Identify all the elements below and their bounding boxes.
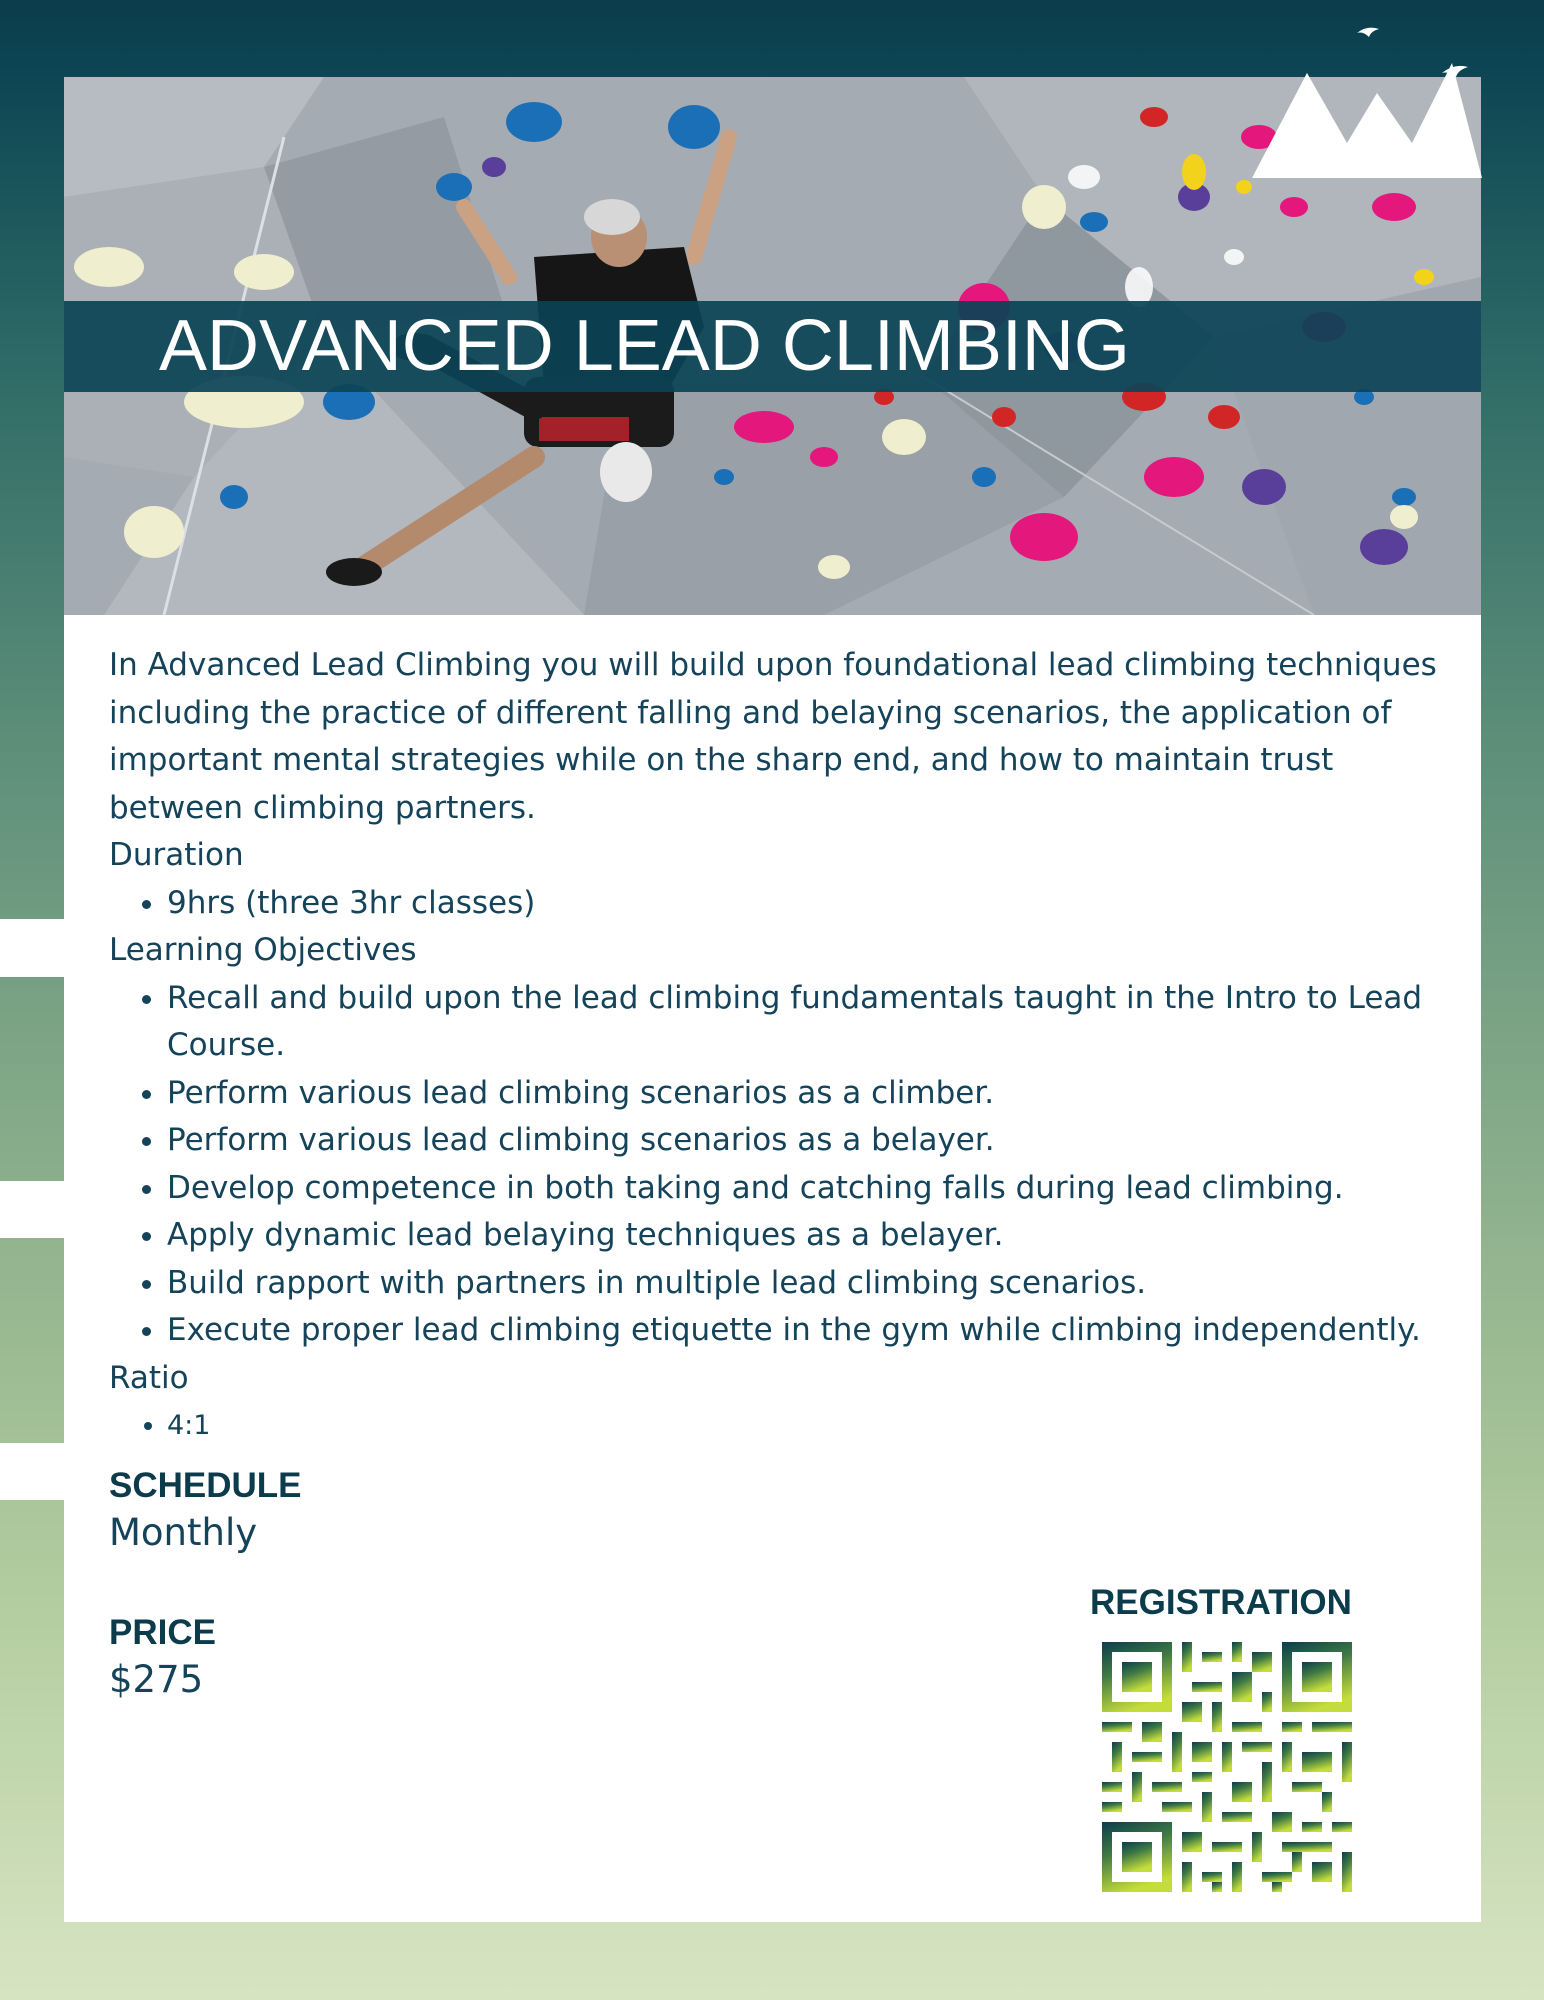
registration-label: REGISTRATION	[1090, 1583, 1352, 1622]
logo-text: GO CLIMB.	[1304, 139, 1440, 169]
price-label: PRICE	[109, 1612, 216, 1652]
registration-qr-code[interactable]	[1102, 1642, 1352, 1892]
objectives-heading: Learning Objectives	[109, 932, 417, 968]
price-value: $275	[109, 1658, 204, 1701]
title-band	[64, 301, 1481, 392]
course-details	[109, 642, 1449, 1704]
schedule-label: SCHEDULE	[109, 1465, 302, 1505]
duration-list	[109, 880, 1449, 928]
list-item: • 9hrs (three 3hr classes)	[167, 880, 1449, 928]
course-description: In Advanced Lead Climbing you will build upon foundational lead climbing techniques including the practice of different falling and belaying scenarios, the application of important mental strategies while on the sharp end, and how to maintain trust between climbing partners.	[109, 647, 1437, 826]
duration-heading: Duration	[109, 837, 244, 873]
page-title: ADVANCED LEAD CLIMBING	[159, 306, 1130, 386]
list-item: • Recall and build upon the lead climbing fundamentals taught in the Intro to Lead Course.	[167, 975, 1449, 1070]
list-item: • Perform various lead climbing scenarios as a climber.	[167, 1070, 1449, 1118]
decor-notch	[0, 1443, 64, 1500]
go-climb-logo	[1252, 23, 1482, 213]
decor-notch	[0, 919, 64, 977]
list-item: • Perform various lead climbing scenarios as a belayer.	[167, 1117, 1449, 1165]
list-item: • Develop competence in both taking and catching falls during lead climbing.	[167, 1165, 1449, 1213]
list-item: • Build rapport with partners in multiple lead climbing scenarios.	[167, 1260, 1449, 1308]
objectives-list	[109, 975, 1449, 1355]
decor-notch	[0, 1181, 64, 1238]
schedule-value: Monthly	[109, 1511, 258, 1554]
ratio-list	[109, 1402, 1449, 1450]
ratio-heading: Ratio	[109, 1359, 189, 1396]
course-card	[64, 77, 1481, 1922]
list-item: • Execute proper lead climbing etiquette in the gym while climbing independently.	[167, 1307, 1449, 1355]
list-item: • 4:1	[167, 1402, 1449, 1450]
list-item: • Apply dynamic lead belaying techniques as a belayer.	[167, 1212, 1449, 1260]
